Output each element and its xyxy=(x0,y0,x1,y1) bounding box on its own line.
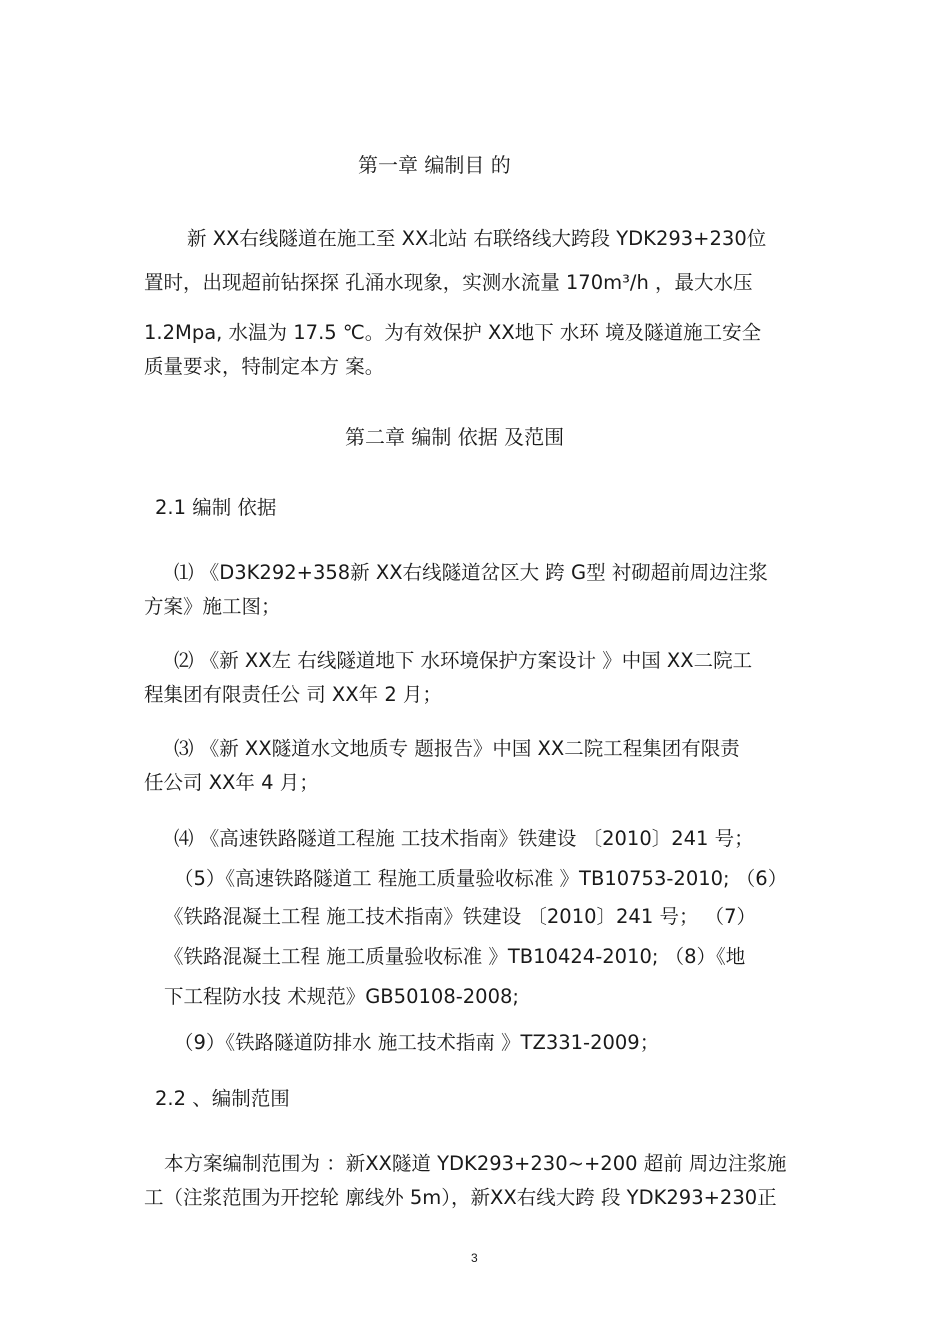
list-item: （9）《铁路隧道防排水 施工技术指南 》TZ331-2009； xyxy=(174,1031,660,1054)
list-item: 方案》施工图； xyxy=(144,595,281,618)
paragraph-line: 新 XX右线隧道在施工至 XX北站 右联络线大跨段 YDK293+230位 xyxy=(187,227,767,250)
list-item: 程集团有限责任公 司 XX年 2 月； xyxy=(144,683,442,706)
section-heading: 2.1 编制 依据 xyxy=(155,496,277,519)
list-item: ⑷ 《高速铁路隧道工程施 工技术指南》铁建设 〔2010〕241 号； xyxy=(174,827,754,850)
list-item: 《铁路混凝土工程 施工技术指南》铁建设 〔2010〕241 号； （7） xyxy=(164,905,757,928)
list-item: ⑵ 《新 XX左 右线隧道地下 水环境保护方案设计 》中国 XX二院工 xyxy=(174,649,753,672)
section-heading: 2.2 、编制范围 xyxy=(155,1087,290,1110)
paragraph-line: 工（注浆范围为开挖轮 廓线外 5m），新XX右线大跨 段 YDK293+230正 xyxy=(144,1186,777,1209)
list-item: ⑴ 《D3K292+358新 XX右线隧道岔区大 跨 G型 衬砌超前周边注浆 xyxy=(174,561,768,584)
page-number: 3 xyxy=(471,1251,478,1265)
list-item: 任公司 XX年 4 月； xyxy=(144,771,319,794)
paragraph-line: 置时，出现超前钻探探 孔涌水现象，实测水流量 170m³/h ，最大水压 xyxy=(144,271,753,294)
list-item: 《铁路混凝土工程 施工质量验收标准 》TB10424-2010; （8）《地 xyxy=(164,945,746,968)
paragraph-line: 1.2Mpa, 水温为 17.5 ℃。为有效保护 XX地下 水环 境及隧道施工安全 xyxy=(144,321,762,344)
list-item: ⑶ 《新 XX隧道水文地质专 题报告》中国 XX二院工程集团有限责 xyxy=(174,737,740,760)
chapter1-title: 第一章 编制目 的 xyxy=(358,153,511,177)
list-item: （5）《高速铁路隧道工 程施工质量验收标准 》TB10753-2010; （6） xyxy=(174,867,788,890)
list-item: 下工程防水技 术规范》GB50108-2008; xyxy=(164,985,519,1008)
chapter2-title: 第二章 编制 依据 及范围 xyxy=(345,425,565,449)
paragraph-line: 质量要求，特制定本方 案。 xyxy=(144,355,385,378)
paragraph-line: 本方案编制范围为 ：新XX隧道 YDK293+230~+200 超前 周边注浆施 xyxy=(164,1152,787,1175)
